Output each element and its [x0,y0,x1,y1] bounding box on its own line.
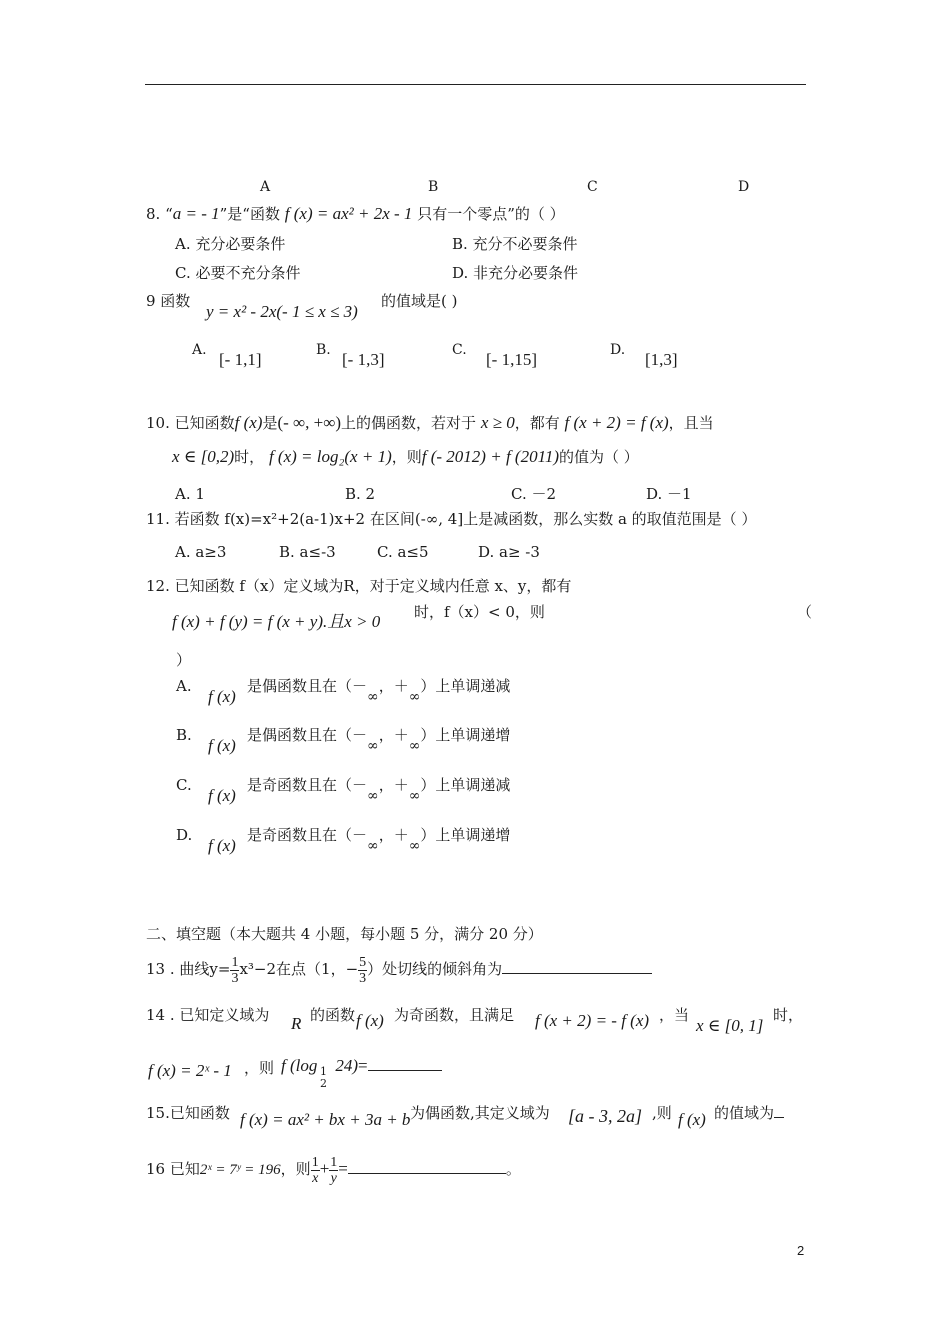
q14-log-base-den: 2 [320,1077,327,1090]
q14-interval: x ∈ [0, 1] [696,1016,764,1035]
q10-option-a: A. 1 [175,485,205,503]
q16-fraction-2: $\frac{1}{y}$ [330,1154,338,1186]
q10-option-d: D. －1 [646,485,692,503]
q14-func: f (x) [356,1011,384,1030]
q13-fraction-2: $\frac{5}{3}$ [359,954,367,986]
q12-option-d-func: f (x) [208,836,236,855]
q16-fraction-1: $\frac{1}{x}$ [311,1154,319,1186]
page-number: 2 [797,1243,805,1258]
q15-func: f (x) = ax² + bx + 3a + b [240,1110,411,1129]
q11-option-c: C. a≤5 [377,543,429,561]
q9-option-c-letter: C. [452,342,467,358]
graph-label-b: B [428,179,439,195]
q12-paren-close: ） [176,651,192,669]
q10-line1: 10. 已知函数f (x)是(- ∞, +∞)上的偶函数，若对于 x ≥ 0，都有 f (x + 2) = f (x)，且当 [146,413,714,432]
q14-domain: R [291,1014,302,1033]
q10-option-b: B. 2 [345,485,376,503]
q12-stem-end: 时，f（x）< 0，则 [414,603,545,621]
q8-stem: 8. “a = - 1”是“函数 f (x) = ax² + 2x - 1 只有一个零点”的（ ） [146,204,565,223]
q8-option-d: D. 非充分必要条件 [452,264,579,282]
q14-text-4: 时， [773,1006,804,1024]
q11-stem: 11. 若函数 f(x)=x²+2(a-1)x+2 在区间(-∞, 4]上是减函数，那么实数 a 的取值范围是（ ） [146,510,757,528]
q14-text-3: ，当 [659,1006,690,1024]
q14-prefix: 14 . 已知定义域为 [146,1006,270,1024]
q9-option-d-letter: D. [610,342,626,358]
q9-stem-end: 的值域是( ) [381,292,458,310]
q9-func: y = x² - 2x(- 1 ≤ x ≤ 3) [206,302,358,321]
graph-label-a: A [260,179,271,195]
q15-func-2: f (x) [678,1110,706,1129]
q15-text-1: 为偶函数,其定义域为 [410,1104,550,1122]
q12-paren-open: （ [797,603,813,621]
q8-option-c: C. 必要不充分条件 [175,264,301,282]
q15-text-3: 的值域为 [714,1103,784,1123]
q13-answer-blank[interactable] [502,959,652,974]
q9-prefix: 9 函数 [146,292,191,310]
q11-option-b: B. a≤-3 [279,543,336,561]
q15-domain: [a - 3, 2a] [568,1106,643,1126]
q8-option-a: A. 充分必要条件 [175,235,286,253]
q13-fraction-1: $\frac{1}{3}$ [231,954,239,986]
q11-option-a: A. a≥3 [175,543,227,561]
q9-option-c-value: [- 1,15] [486,350,537,369]
q12-option-d-text: 是奇函数且在（－∞，＋∞）上单调递增 [247,826,511,854]
q12-option-b-letter: B. [176,726,192,744]
section-2-heading: 二、填空题（本大题共 4 小题，每小题 5 分，满分 20 分） [146,925,543,943]
header-rule [145,84,806,85]
q12-option-a-letter: A. [176,677,192,695]
graph-label-c: C [587,179,598,195]
q14-text-2: 为奇函数，且满足 [394,1006,515,1024]
q12-stem: 12. 已知函数 f（x）定义域为R，对于定义域内任意 x、y，都有 [146,577,572,595]
q12-option-c-text: 是奇函数且在（－∞，＋∞）上单调递减 [247,776,511,804]
q10-line2: x ∈ [0,2)时， f (x) = log₂(x + 1)，则f (- 2012) + f (2011)的值为（ ） [172,447,639,466]
q15-text-2: ,则 [652,1104,672,1122]
q12-option-d-letter: D. [176,826,193,844]
q14-text-5: ，则 [244,1059,275,1077]
q9-option-a-letter: A. [192,342,207,358]
q12-option-b-text: 是偶函数且在（－∞，＋∞）上单调递增 [247,726,511,754]
q14-eval: f (log 24)= [281,1056,442,1076]
q9-option-d-value: [1,3] [645,350,678,369]
q12-option-a-text: 是偶函数且在（－∞，＋∞）上单调递减 [247,677,511,705]
graph-label-d: D [738,179,750,195]
q14-relation: f (x + 2) = - f (x) [535,1011,650,1030]
q12-option-c-func: f (x) [208,786,236,805]
q12-option-b-func: f (x) [208,736,236,755]
q15-answer-blank[interactable] [774,1103,784,1118]
q9-option-b-value: [- 1,3] [342,350,385,369]
q12-math: f (x) + f (y) = f (x + y).且x > 0 [172,612,381,631]
q12-option-c-letter: C. [176,776,192,794]
q13-line: 13 . 曲线y= $\frac{1}{3}$ x³−2在点（1，− $\frac{5}{3}$ ）处切线的倾斜角为 [146,952,652,986]
q11-option-d: D. a≥ -3 [478,543,540,561]
q15-prefix: 15.已知函数 [146,1104,230,1122]
q8-option-b: B. 充分不必要条件 [452,235,578,253]
q16-answer-blank[interactable] [348,1159,506,1174]
q16-line: 16 已知2ˣ = 7ʸ = 196，则 $\frac{1}{x}$ + $\frac{1}{y}$ = 。 [146,1154,521,1186]
q14-log-base-num: 1 [320,1065,327,1078]
q9-option-b-letter: B. [316,342,331,358]
q9-option-a-value: [- 1,1] [219,350,262,369]
q14-def: f (x) = 2ˣ - 1 [148,1061,232,1080]
q12-option-a-func: f (x) [208,687,236,706]
q14-answer-blank[interactable] [368,1056,442,1071]
q14-text-1: 的函数 [310,1006,356,1024]
q10-option-c: C. －2 [511,485,557,503]
